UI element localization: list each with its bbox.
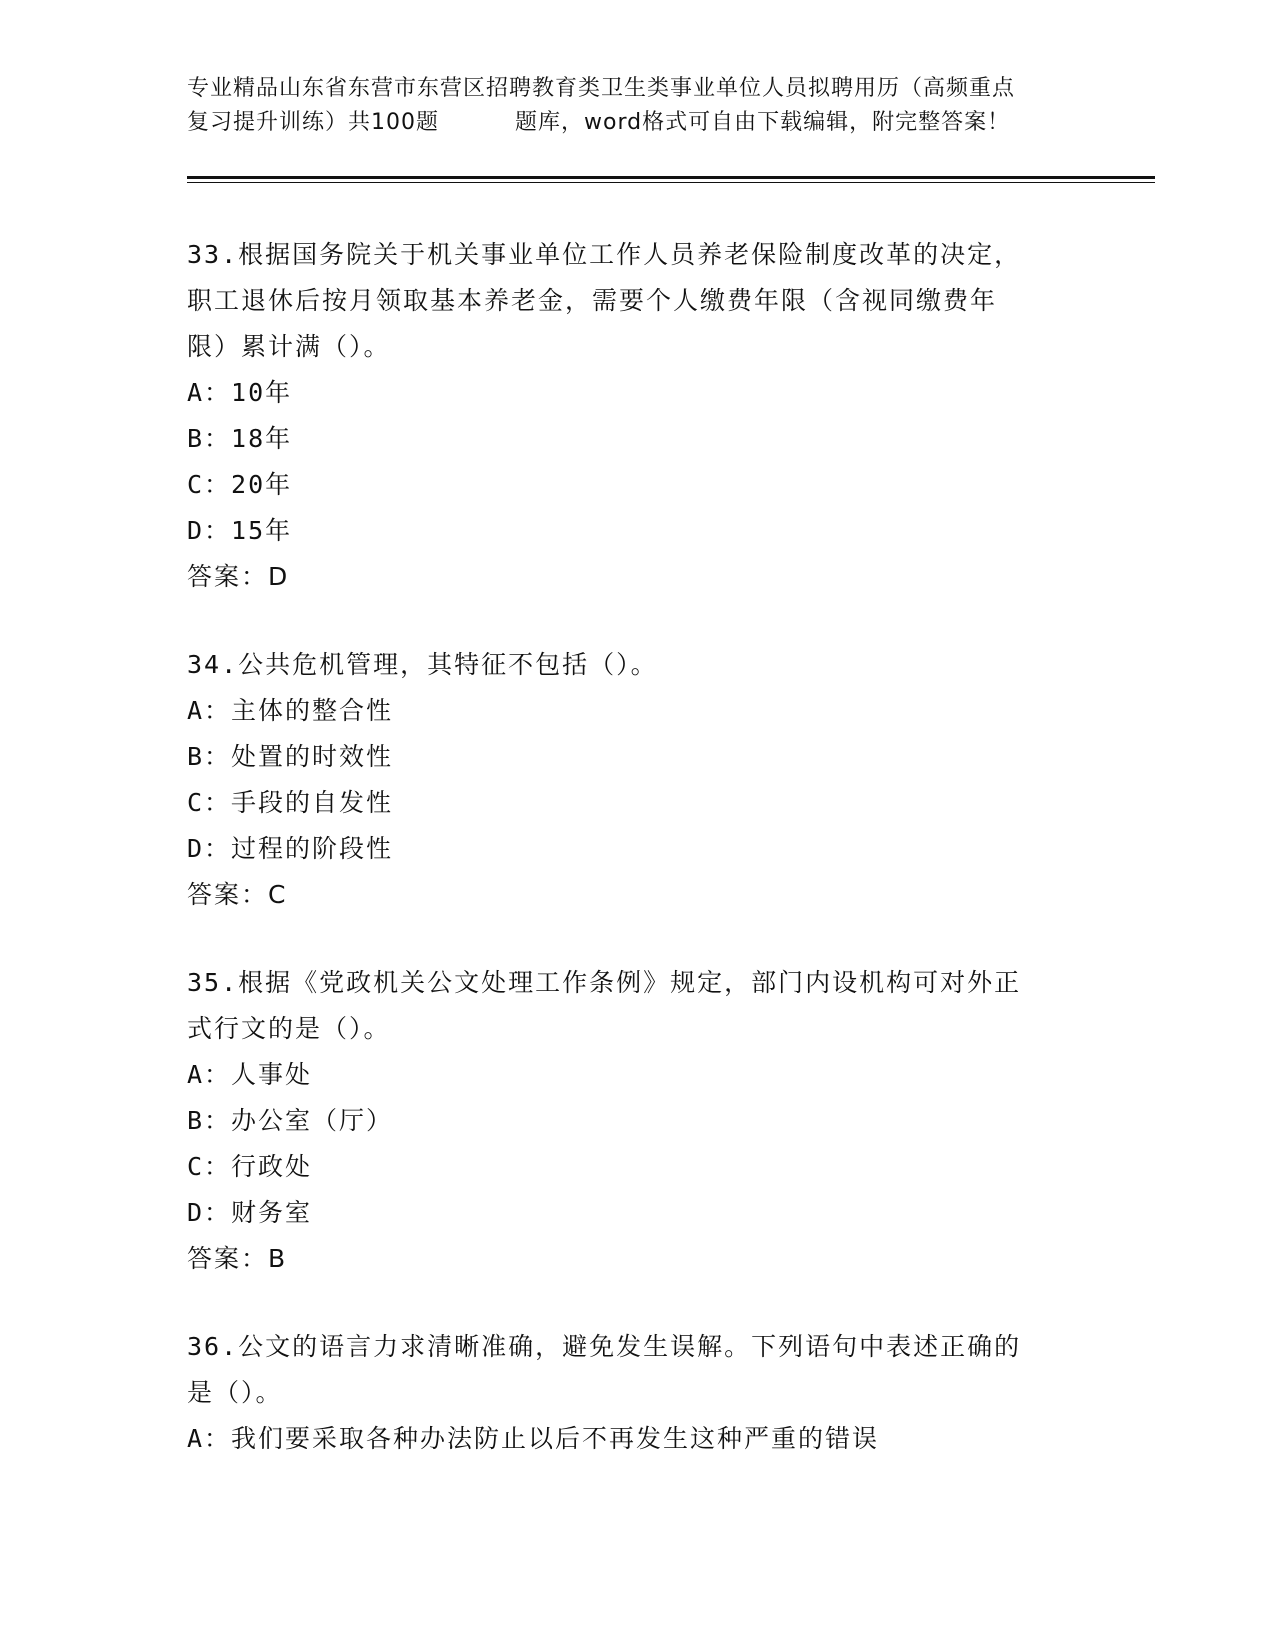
option-a: A：主体的整合性 [187, 696, 394, 725]
question-stem-line: 限）累计满（）。 [187, 332, 391, 361]
document-header [187, 72, 1087, 140]
question-stem-line: 33.根据国务院关于机关事业单位工作人员养老保险制度改革的决定， [187, 240, 1022, 269]
question-stem-line: 34.公共危机管理，其特征不包括（）。 [187, 650, 658, 679]
option-c: C：20年 [187, 470, 293, 499]
header-divider [187, 176, 1155, 183]
question-list [187, 232, 1087, 1462]
option-b: B：处置的时效性 [187, 742, 394, 771]
option-d: D：15年 [187, 516, 293, 545]
question-34 [187, 642, 1087, 918]
option-b: B：18年 [187, 424, 293, 453]
option-a: A：人事处 [187, 1060, 313, 1089]
header-line-1: 专业精品山东省东营市东营区招聘教育类卫生类事业单位人员拟聘用历（高频重点 [187, 76, 1016, 101]
header-line-2-right: 题库，word格式可自由下载编辑，附完整答案！ [515, 110, 1011, 135]
header-line-2-left: 复习提升训练）共100题 [187, 110, 439, 135]
option-a: A：我们要采取各种办法防止以后不再发生这种严重的错误 [187, 1424, 880, 1453]
header-line-2 [187, 106, 1087, 140]
option-d: D：过程的阶段性 [187, 834, 394, 863]
question-stem-line: 是（）。 [187, 1378, 283, 1407]
question-33 [187, 232, 1087, 600]
question-stem-line: 35.根据《党政机关公文处理工作条例》规定，部门内设机构可对外正 [187, 968, 1022, 997]
question-stem-line: 式行文的是（）。 [187, 1014, 391, 1043]
option-c: C：手段的自发性 [187, 788, 394, 817]
option-a: A：10年 [187, 378, 293, 407]
answer: 答案：B [187, 1244, 288, 1273]
option-c: C：行政处 [187, 1152, 313, 1181]
option-b: B：办公室（厅） [187, 1106, 394, 1135]
question-36 [187, 1324, 1087, 1462]
answer: 答案：D [187, 562, 290, 591]
question-35 [187, 960, 1087, 1282]
question-stem-line: 36.公文的语言力求清晰准确，避免发生误解。下列语句中表述正确的 [187, 1332, 1022, 1361]
question-stem-line: 职工退休后按月领取基本养老金，需要个人缴费年限（含视同缴费年 [187, 286, 998, 315]
answer: 答案：C [187, 880, 288, 909]
option-d: D：财务室 [187, 1198, 313, 1227]
